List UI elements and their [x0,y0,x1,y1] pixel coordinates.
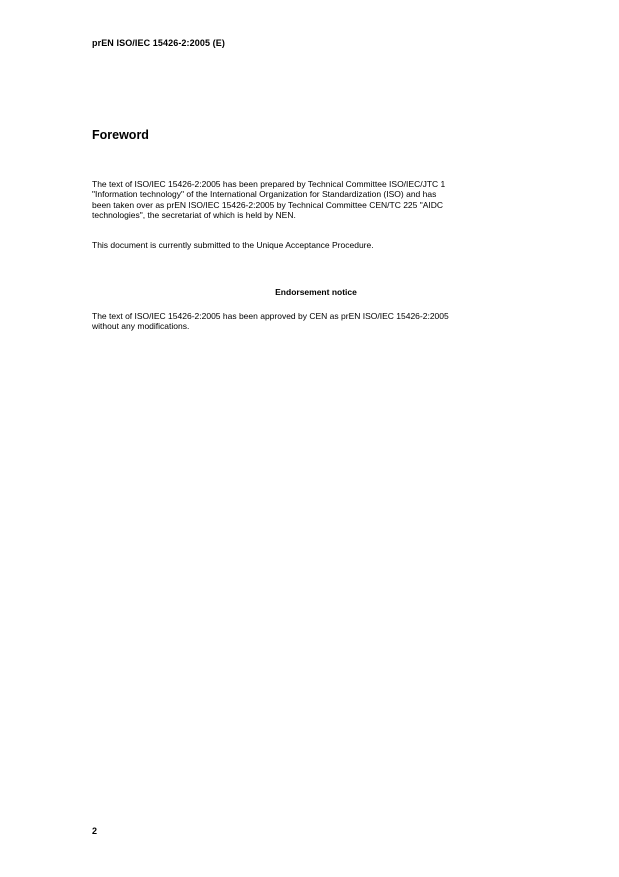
foreword-paragraph-1-line: been taken over as prEN ISO/IEC 15426-2:2005 by Technical Committee CEN/TC 225 "AIDC [92,199,444,210]
endorsement-paragraph-line: without any modifications. [92,321,190,332]
foreword-paragraph-1 [92,179,542,221]
foreword-paragraph-1-line: The text of ISO/IEC 15426-2:2005 has been prepared by Technical Committee ISO/IEC/JTC 1 [92,179,446,189]
foreword-paragraph-1-line: "Information technology" of the International Organization for Standardization (ISO) and has [92,189,437,200]
endorsement-paragraph-line: The text of ISO/IEC 15426-2:2005 has been approved by CEN as prEN ISO/IEC 15426-2:2005 [92,311,449,321]
document-header: prEN ISO/IEC 15426-2:2005 (E) [92,38,225,48]
foreword-title: Foreword [92,128,149,142]
endorsement-heading: Endorsement notice [275,287,357,297]
foreword-paragraph-2 [92,240,542,250]
foreword-paragraph-2-line: This document is currently submitted to the Unique Acceptance Procedure. [92,240,374,250]
endorsement-paragraph [92,311,542,332]
page-number: 2 [92,826,98,836]
foreword-paragraph-1-line: technologies", the secretariat of which is held by NEN. [92,210,296,221]
